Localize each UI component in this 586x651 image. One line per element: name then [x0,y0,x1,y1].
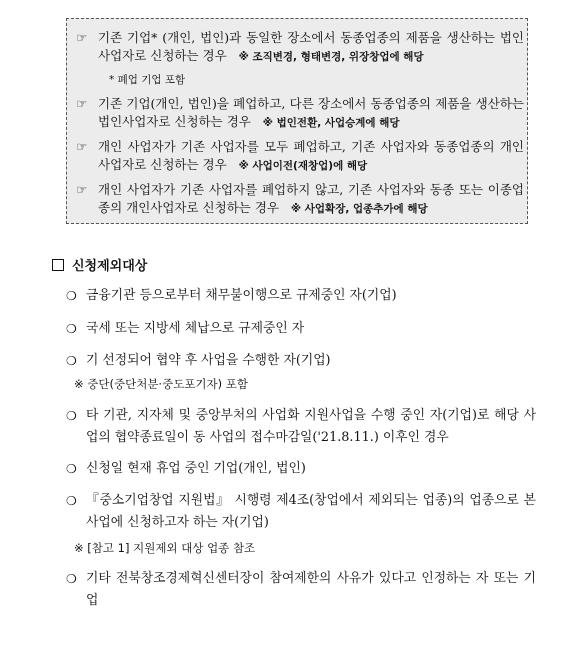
list-item-text: 기타 전북창조경제혁신센터장이 참여제한의 사유가 있다고 인정하는 자 또는 기업 [86,571,536,608]
note-text: ※ 중단(중단처분·중도포기자) 포함 [74,377,248,391]
pointer-icon: ☞ [76,30,88,45]
circle-bullet-icon: ❍ [66,354,77,368]
case-footnote: * 폐업 기업 포함 [109,74,186,86]
list-item-text: 『중소기업창업 지원법』 시행령 제4조(창업에서 제외되는 업종)의 업종으로 본 사업에 신청하고자 하는 자(기업) [86,493,536,530]
list-item [66,405,536,449]
list-item-text: 기 선정되어 협약 후 사업을 수행한 자(기업) [86,353,331,368]
section-heading [52,255,147,274]
case-text: 개인 사업자가 기존 사업자를 모두 폐업하고, 기존 사업자와 동종업종의 개인사업자로 신청하는 경우 [98,139,524,172]
list-item-text: 금융기관 등으로부터 채무불이행으로 규제중인 자(기업) [86,288,397,303]
case-tag: ※ 법인전환, 사업승계에 해당 [262,117,400,129]
circle-bullet-icon: ❍ [66,289,77,303]
case-text: 기존 기업* (개인, 법인)과 동일한 장소에서 동종업종의 제품을 생산하는 법인사업자로 신청하는 경우 [98,30,524,63]
list-item [66,490,536,534]
pointer-icon: ☞ [76,96,88,111]
checkbox-square-icon [52,259,64,271]
case-tag: ※ 사업확장, 업종추가에 해당 [290,203,428,215]
list-item [66,350,536,372]
case-tag: ※ 사업이전(재창업)에 해당 [238,160,368,172]
case-item [76,95,524,132]
case-text: 기존 기업(개인, 법인)을 폐업하고, 다른 장소에서 동종업종의 제품을 생산하는 법인사업자로 신청하는 경우 [98,96,524,129]
list-item-text: 국세 또는 지방세 체납으로 규제중인 자 [86,321,305,336]
list-item-text: 신청일 현재 휴업 중인 기업(개인, 법인) [86,461,306,476]
note-text: ※ [참고 1] 지원제외 대상 업종 참조 [74,541,256,555]
list-item [66,318,536,340]
circle-bullet-icon: ❍ [66,322,77,336]
restart-cases-box [66,18,528,224]
circle-bullet-icon: ❍ [66,409,77,423]
list-item [66,458,536,480]
case-tag: ※ 조직변경, 형태변경, 위장창업에 해당 [238,51,424,63]
circle-bullet-icon: ❍ [66,494,77,508]
list-item [66,285,536,307]
case-text: 개인 사업자가 기존 사업자를 폐업하지 않고, 기존 사업자와 동종 또는 이종업종의 개인사업자로 신청하는 경우 [98,182,524,215]
case-item [76,138,524,175]
case-item [76,181,524,218]
circle-bullet-icon: ❍ [66,572,77,586]
pointer-icon: ☞ [76,139,88,154]
list-item-text: 타 기관, 지자체 및 중앙부처의 사업화 지원사업을 수행 중인 자(기업)로 해당 사업의 협약종료일이 동 사업의 접수마감일('21.8.11.) 이후인 경우 [86,408,536,445]
case-item [76,29,524,66]
section-title: 신청제외대상 [72,259,148,274]
list-item [66,568,536,612]
pointer-icon: ☞ [76,182,88,197]
circle-bullet-icon: ❍ [66,462,77,476]
